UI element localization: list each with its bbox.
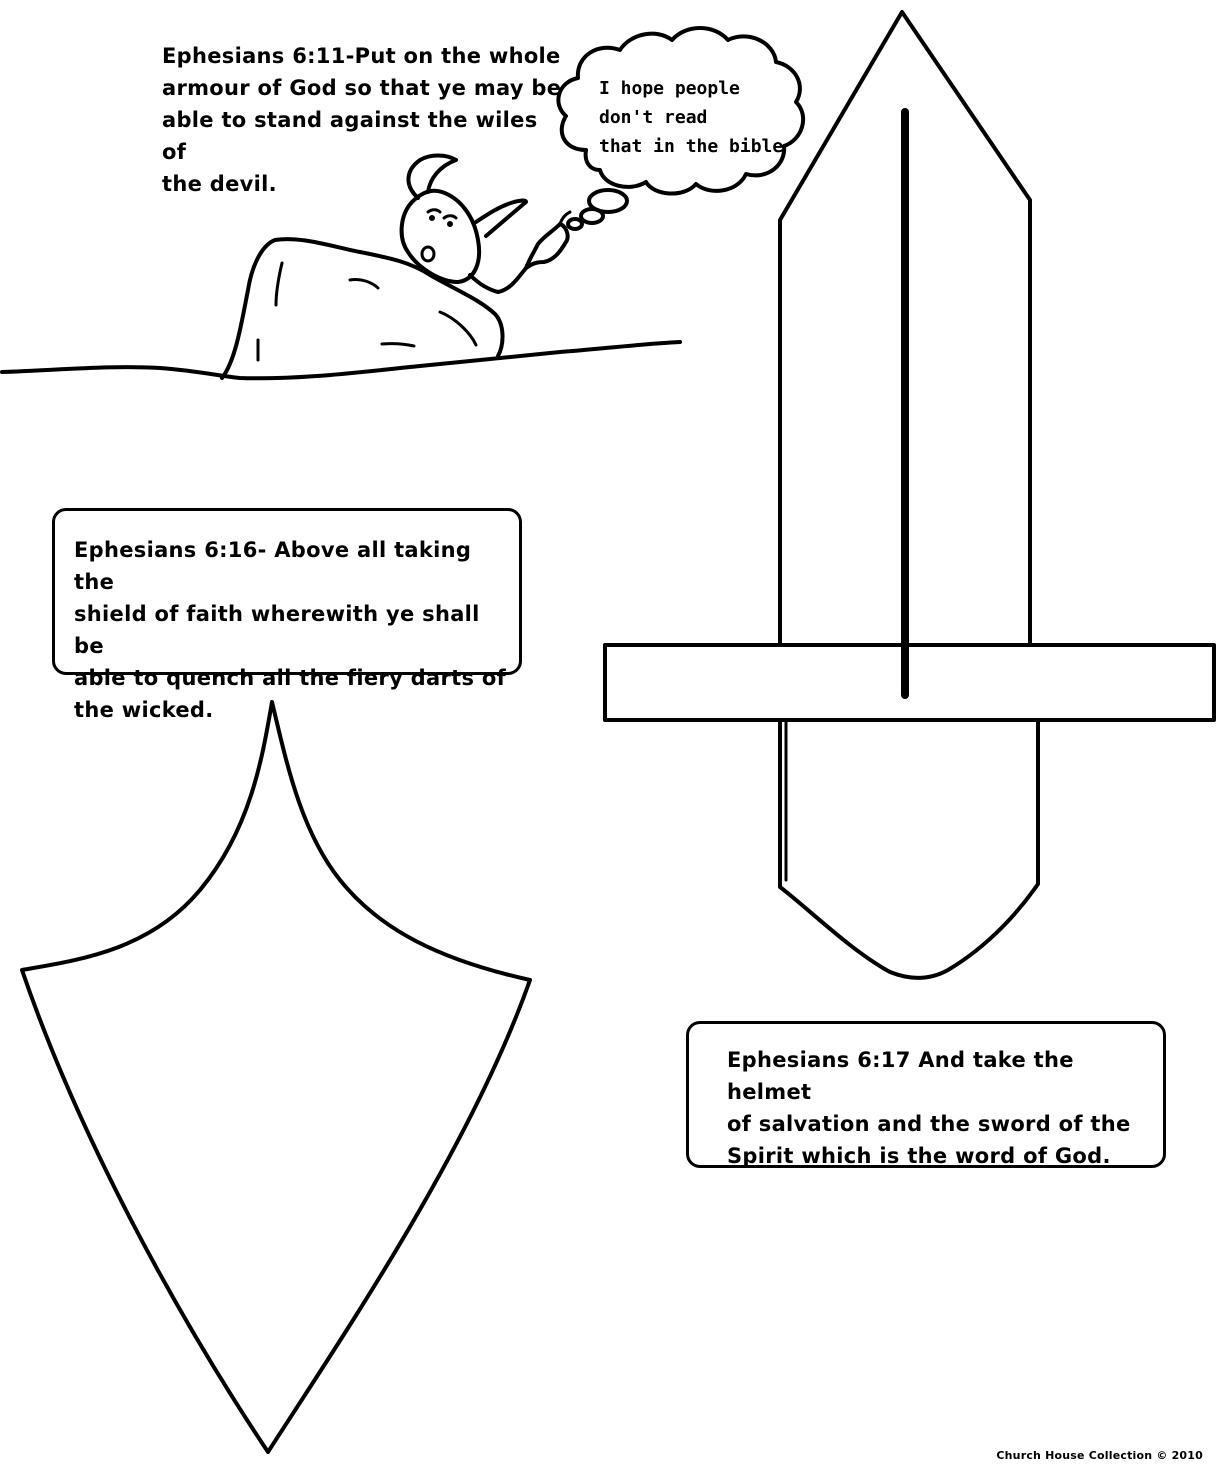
ground-line	[2, 342, 680, 378]
verse-box-shield	[52, 508, 522, 722]
copyright-credit: Church House Collection © 2010	[996, 1449, 1203, 1462]
thought-bubble-text: I hope people don't read that in the bible	[599, 78, 784, 157]
shield-icon	[22, 702, 530, 1452]
verse-shield: Ephesians 6:16- Above all taking the shield of faith wherewith ye shall be able to quench all the fiery darts of the wicked.	[74, 538, 507, 722]
verse-box-sword	[686, 1021, 1166, 1168]
verse-sword: Ephesians 6:17 And take the helmet of salvation and the sword of the Spirit which is the word of God.	[727, 1048, 1131, 1168]
verse-armour: Ephesians 6:11-Put on the whole armour of God so that ye may be able to stand against the wiles of the devil.	[162, 44, 562, 196]
rock-icon	[222, 239, 503, 378]
